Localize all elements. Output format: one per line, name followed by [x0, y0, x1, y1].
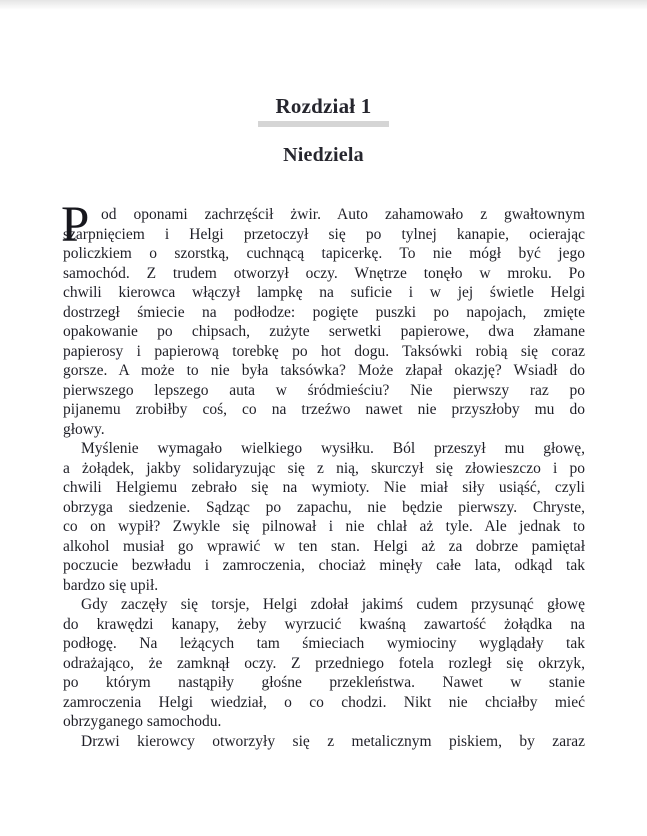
text-line: a żołądek, jakby solidaryzując się z nią, skurczył się złowieszczo i po — [63, 459, 585, 477]
text-line: papierosy i papierową torebkę po hot dogu. Taksówki robią się coraz — [63, 342, 585, 360]
text-line: chwili kierowca włączył lampkę na suficie i w jej świetle Helgi — [63, 284, 585, 301]
paragraph — [61, 197, 585, 439]
text-line: pijanemu zrobiłby coś, co na trzeźwo nawet nie przyszłoby mu do — [63, 401, 585, 418]
text-line: odrażająco, że zamknął oczy. Z przedniego fotela rozległ się okrzyk, — [63, 654, 585, 672]
text-line: Myślenie wymagało wielkiego wysiłku. Ból przeszył mu głowę, — [81, 440, 585, 457]
text-line: od oponami zachrzęścił żwir. Auto zahamowało z gwałtownym — [101, 206, 585, 223]
text-line: opakowanie po chipsach, zużyte serwetki papierowe, dwa złamane — [63, 323, 585, 340]
chapter-title: Niedziela — [283, 144, 364, 166]
paragraph — [63, 595, 585, 732]
text-line: podłogę. Na leżących tam śmieciach wymiociny wyglądały tak — [63, 635, 585, 652]
text-line: policzkiem o szorstką, cuchnącą tapicerkę. To nie mógł być jego — [63, 245, 585, 262]
chapter-heading-divider — [258, 121, 389, 127]
text-line: obrzyganego samochodu. — [63, 713, 222, 730]
chapter-heading: Rozdział 1 — [275, 94, 372, 118]
drop-cap: P — [61, 197, 90, 253]
text-line: do krawędzi kanapy, żeby wyrzucić kwaśną zawartość żołądka na — [63, 615, 585, 633]
paragraph — [63, 732, 585, 752]
text-line: bardzo się upił. — [63, 576, 159, 594]
text-line: głowy. — [63, 420, 105, 438]
text-line: szarpnięciem i Helgi przetoczył się po tylnej kanapie, ocierając — [63, 225, 585, 243]
body-text — [61, 197, 585, 751]
text-line: zamroczenia Helgi wiedział, o co chodzi. Nikt nie chciałby mieć — [63, 693, 585, 711]
paragraph — [63, 439, 585, 595]
text-line: samochód. Z trudem otworzył oczy. Wnętrze tonęło w mroku. Po — [63, 264, 585, 282]
text-line: Drzwi kierowcy otworzyły się z metalicznym piskiem, by zaraz — [81, 732, 585, 750]
text-line: pierwszego lepszego auta w śródmieściu? Nie pierwszy raz po — [63, 381, 585, 399]
text-line: Gdy zaczęły się torsje, Helgi zdołał jakimś cudem przysunąć głowę — [81, 596, 585, 613]
text-line: alkohol musiał go wprawić w ten stan. Helgi aż za dobrze pamiętał — [63, 537, 585, 555]
text-line: gorsze. A może to nie była taksówka? Może złapał okazję? Wsiadł do — [63, 362, 585, 379]
text-line: po którym nastąpiły głośne przekleństwa. Nawet w stanie — [63, 674, 585, 691]
text-line: obrzyga siedzenie. Sądząc po zapachu, nie będzie pierwszy. Chryste, — [63, 498, 585, 516]
text-line: co on wypił? Zwykle się pilnował i nie chlał aż tyle. Ale jednak to — [63, 518, 585, 535]
text-line: poczucie bezwładu i zamroczenia, chociaż minęły całe lata, odkąd tak — [63, 557, 585, 574]
text-line: dostrzegł śmiecie na podłodze: pogięte puszki po napojach, zmięte — [63, 303, 585, 321]
text-line: chwili Helgiemu zebrało się na wymioty. Nie miał siły usiąść, czyli — [63, 479, 585, 496]
